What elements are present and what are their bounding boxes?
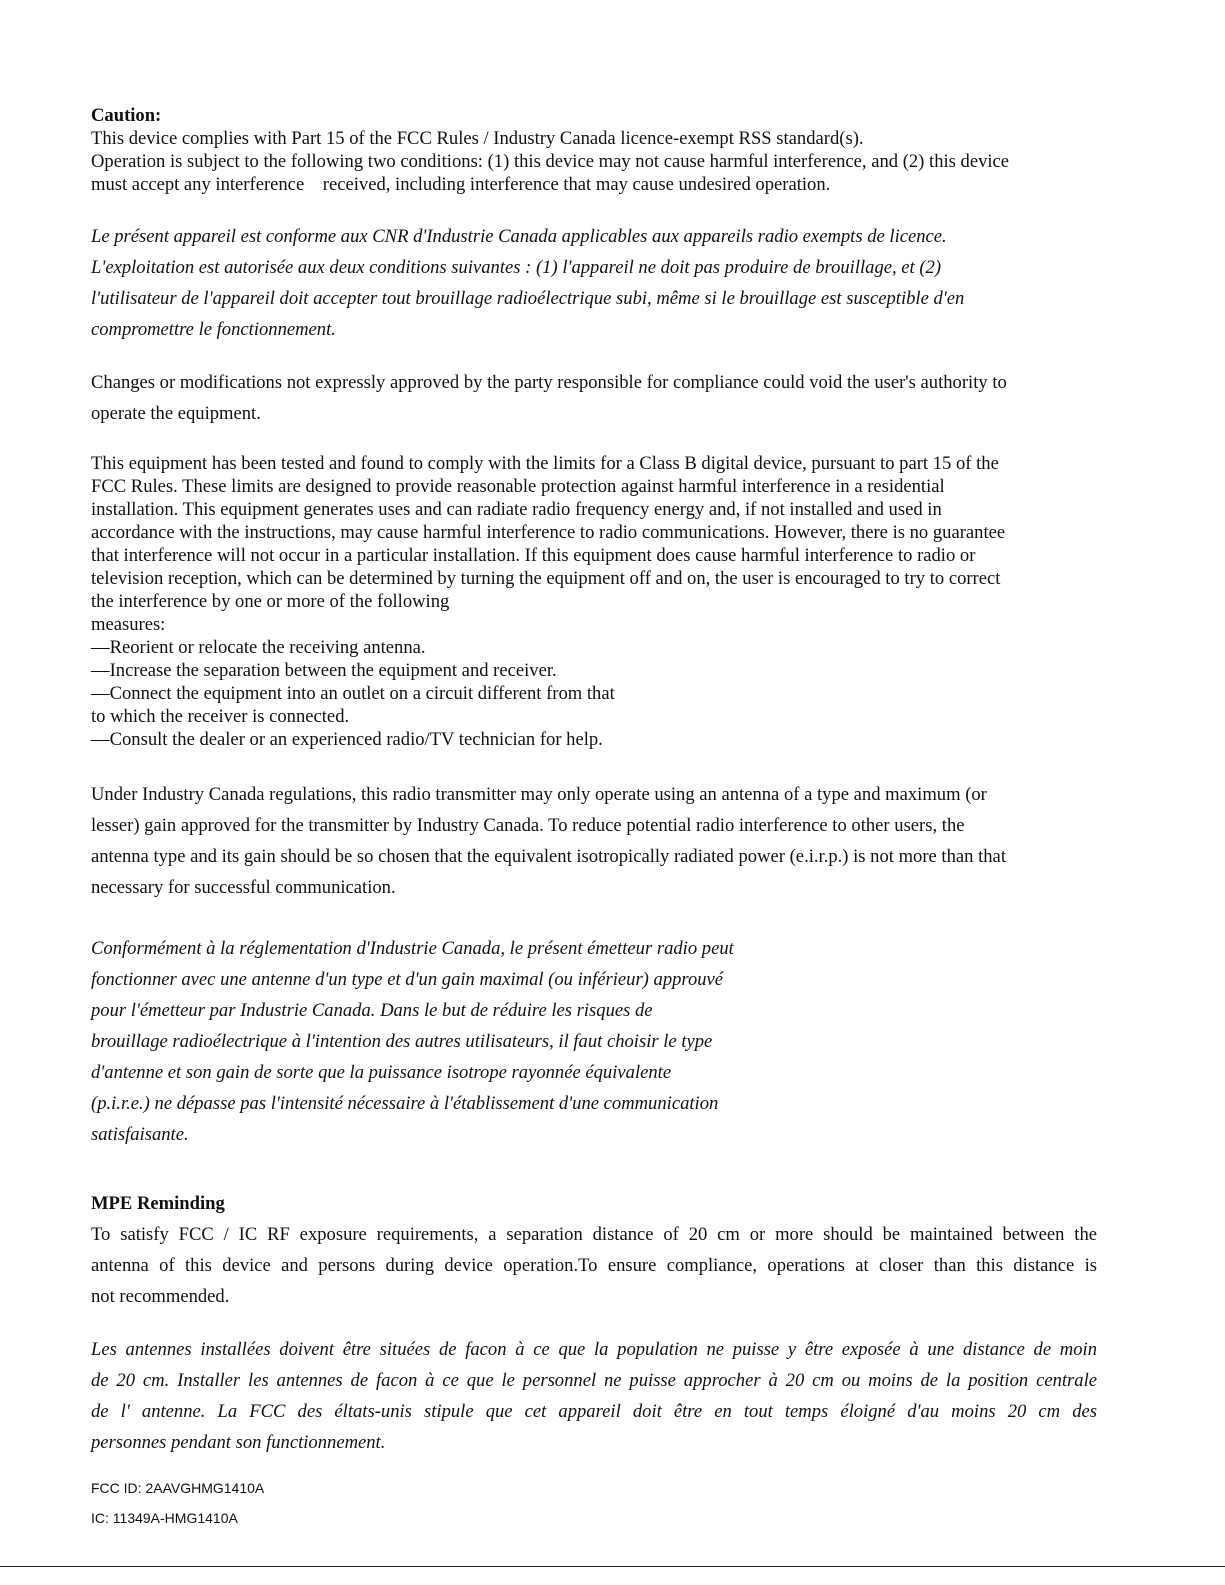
- french-line: de 20 cm. Installer les antennes de facon à ce que le personnel ne puisse approcher à 20 cm ou moins de la position centrale: [91, 1370, 1097, 1391]
- caution-heading: Caution:: [91, 105, 162, 126]
- mpe-heading: MPE Reminding: [91, 1193, 225, 1214]
- part15-line: installation. This equipment generates uses and can radiate radio frequency energy and, if not installed and used in: [91, 499, 942, 520]
- mpe-section: [91, 1219, 1097, 1312]
- caution-section: [91, 104, 1101, 196]
- part15-line: the interference by one or more of the following: [91, 591, 450, 612]
- changes-line: Changes or modifications not expressly approved by the party responsible for compliance could void the user's authority to: [91, 372, 1007, 393]
- french-line: Les antennes installées doivent être situées de facon à ce que la population ne puisse y être exposée à une distance de moin: [91, 1339, 1097, 1360]
- ic-line: antenna type and its gain should be so chosen that the equivalent isotropically radiated power (e.i.r.p.) is not more than that: [91, 846, 1006, 867]
- mpe-line: antenna of this device and persons during device operation.To ensure compliance, operations at closer than this distance is: [91, 1255, 1097, 1276]
- part15-line: measures:: [91, 614, 166, 635]
- part15-line: FCC Rules. These limits are designed to provide reasonable protection against harmful interference in a residential: [91, 476, 945, 497]
- caution-line: must accept any interference received, including interference that may cause undesired operation.: [91, 174, 831, 195]
- french-line: compromettre le fonctionnement.: [91, 319, 336, 340]
- french-mpe-section: [91, 1334, 1097, 1458]
- ic-line: lesser) gain approved for the transmitter by Industry Canada. To reduce potential radio interference to other users, the: [91, 815, 965, 836]
- fcc-id-label: FCC ID: 2AAVGHMG1410A: [91, 1480, 265, 1496]
- ic-line: Under Industry Canada regulations, this radio transmitter may only operate using an antenna of a type and maximum (or: [91, 784, 987, 805]
- part15-section: [91, 452, 1101, 751]
- french-line: l'utilisateur de l'appareil doit accepter tout brouillage radioélectrique subi, même si le brouillage est susceptible d'en: [91, 288, 965, 309]
- caution-line: This device complies with Part 15 of the FCC Rules / Industry Canada licence-exempt RSS standard(s).: [91, 128, 864, 149]
- french-line: Conformément à la réglementation d'Industrie Canada, le présent émetteur radio peut: [91, 938, 734, 959]
- changes-line: operate the equipment.: [91, 403, 261, 424]
- french-line: L'exploitation est autorisée aux deux conditions suivantes : (1) l'appareil ne doit pas produire de brouillage, et (2): [91, 257, 942, 278]
- french-line: brouillage radioélectrique à l'intention des autres utilisateurs, il faut choisir le type: [91, 1031, 713, 1052]
- page-bottom-rule: [0, 1566, 1225, 1567]
- french-line: satisfaisante.: [91, 1124, 189, 1145]
- mpe-line: To satisfy FCC / IC RF exposure requirements, a separation distance of 20 cm or more should be maintained between the: [91, 1224, 1097, 1245]
- french-line: de l' antenne. La FCC des éltats-unis stipule que cet appareil doit être en tout temps éloigné d'au moins 20 cm des: [91, 1401, 1097, 1422]
- changes-warning-section: [91, 367, 1101, 429]
- part15-line: This equipment has been tested and found to comply with the limits for a Class B digital device, pursuant to part 15 of the: [91, 453, 999, 474]
- french-line: fonctionner avec une antenne d'un type et d'un gain maximal (ou inférieur) approuvé: [91, 969, 724, 990]
- part15-line: television reception, which can be determined by turning the equipment off and on, the user is encouraged to try to correct: [91, 568, 1001, 589]
- measure-item: to which the receiver is connected.: [91, 706, 350, 727]
- french-ic-section: [91, 933, 1101, 1150]
- ic-regulations-section: [91, 779, 1101, 903]
- french-compliance-section: [91, 221, 1101, 345]
- caution-line: Operation is subject to the following two conditions: (1) this device may not cause harmful interference, and (2) this device: [91, 151, 1010, 172]
- french-line: pour l'émetteur par Industrie Canada. Dans le but de réduire les risques de: [91, 1000, 653, 1021]
- french-line: personnes pendant son functionnement.: [91, 1432, 386, 1453]
- french-line: (p.i.r.e.) ne dépasse pas l'intensité nécessaire à l'établissement d'une communication: [91, 1093, 719, 1114]
- measure-item: —Reorient or relocate the receiving antenna.: [91, 637, 426, 658]
- measure-item: —Increase the separation between the equipment and receiver.: [91, 660, 557, 681]
- part15-line: accordance with the instructions, may cause harmful interference to radio communications. However, there is no guarantee: [91, 522, 1006, 543]
- french-line: Le présent appareil est conforme aux CNR d'Industrie Canada applicables aux appareils radio exempts de licence.: [91, 226, 947, 247]
- measure-item: —Connect the equipment into an outlet on a circuit different from that: [91, 683, 615, 704]
- ic-id-label: IC: 11349A-HMG1410A: [91, 1510, 238, 1526]
- french-line: d'antenne et son gain de sorte que la puissance isotrope rayonnée équivalente: [91, 1062, 672, 1083]
- ic-line: necessary for successful communication.: [91, 877, 396, 898]
- mpe-line: not recommended.: [91, 1286, 230, 1307]
- measure-item: —Consult the dealer or an experienced radio/TV technician for help.: [91, 729, 603, 750]
- part15-line: that interference will not occur in a particular installation. If this equipment does cause harmful interference to radio or: [91, 545, 976, 566]
